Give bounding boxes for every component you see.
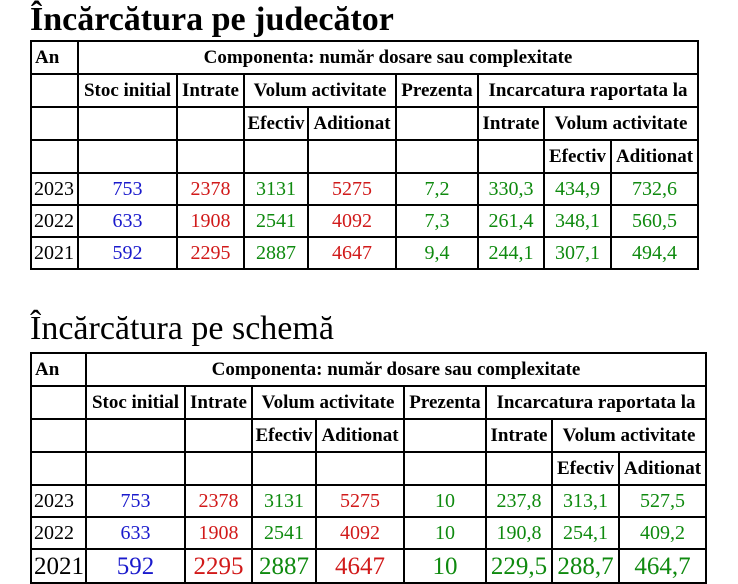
cell-aditionat: 4092 bbox=[308, 205, 396, 237]
cell-year: 2021 bbox=[31, 549, 86, 583]
load-per-judge-table bbox=[30, 40, 699, 270]
cell-intrate: 2378 bbox=[177, 173, 244, 205]
header-intrate-raportat: Intrate bbox=[486, 419, 552, 452]
header-efectiv: Efectiv bbox=[252, 419, 316, 452]
cell-rap-aditionat: 560,5 bbox=[611, 205, 698, 237]
header-stoc-initial: Stoc initial bbox=[86, 386, 185, 419]
table-row bbox=[31, 549, 706, 583]
cell-intrate: 1908 bbox=[177, 205, 244, 237]
header-prezenta: Prezenta bbox=[396, 74, 478, 107]
cell-aditionat: 5275 bbox=[316, 485, 404, 517]
cell-rap-efectiv: 348,1 bbox=[544, 205, 611, 237]
cell-rap-aditionat: 409,2 bbox=[619, 517, 706, 549]
header-volum-activitate-raportat: Volum activitate bbox=[544, 107, 698, 140]
cell-rap-efectiv: 254,1 bbox=[552, 517, 619, 549]
cell-aditionat: 4647 bbox=[308, 237, 396, 269]
cell-stoc: 592 bbox=[86, 549, 185, 583]
header-efectiv-raportat: Efectiv bbox=[544, 140, 611, 173]
header-aditionat: Aditionat bbox=[316, 419, 404, 452]
header-volum-activitate: Volum activitate bbox=[244, 74, 396, 107]
cell-year: 2022 bbox=[31, 517, 86, 549]
cell-rap-efectiv: 434,9 bbox=[544, 173, 611, 205]
cell-year: 2021 bbox=[31, 237, 78, 269]
header-an: An bbox=[31, 41, 78, 74]
header-componenta: Componenta: număr dosare sau complexitate bbox=[78, 41, 698, 74]
cell-aditionat: 4647 bbox=[316, 549, 404, 583]
cell-rap-aditionat: 732,6 bbox=[611, 173, 698, 205]
load-per-schema-table bbox=[30, 352, 707, 584]
cell-rap-intrate: 190,8 bbox=[486, 517, 552, 549]
cell-prezenta: 10 bbox=[404, 517, 486, 549]
header-efectiv-raportat: Efectiv bbox=[552, 452, 619, 485]
cell-rap-efectiv: 288,7 bbox=[552, 549, 619, 583]
cell-efectiv: 2541 bbox=[244, 205, 308, 237]
cell-rap-intrate: 330,3 bbox=[478, 173, 544, 205]
header-volum-activitate-raportat: Volum activitate bbox=[552, 419, 706, 452]
cell-stoc: 633 bbox=[78, 205, 177, 237]
cell-prezenta: 7,3 bbox=[396, 205, 478, 237]
header-intrate-raportat: Intrate bbox=[478, 107, 544, 140]
cell-prezenta: 10 bbox=[404, 485, 486, 517]
header-intrate: Intrate bbox=[177, 74, 244, 107]
cell-prezenta: 9,4 bbox=[396, 237, 478, 269]
cell-prezenta: 7,2 bbox=[396, 173, 478, 205]
cell-efectiv: 2887 bbox=[252, 549, 316, 583]
cell-aditionat: 4092 bbox=[316, 517, 404, 549]
cell-efectiv: 2887 bbox=[244, 237, 308, 269]
table-row bbox=[31, 517, 706, 549]
cell-efectiv: 3131 bbox=[252, 485, 316, 517]
table-row bbox=[31, 485, 706, 517]
cell-efectiv: 3131 bbox=[244, 173, 308, 205]
header-intrate: Intrate bbox=[185, 386, 252, 419]
cell-rap-efectiv: 307,1 bbox=[544, 237, 611, 269]
header-an: An bbox=[31, 353, 86, 386]
cell-stoc: 753 bbox=[86, 485, 185, 517]
header-incarcatura-raportata: Incarcatura raportata la bbox=[478, 74, 698, 107]
cell-rap-aditionat: 527,5 bbox=[619, 485, 706, 517]
cell-intrate: 1908 bbox=[185, 517, 252, 549]
cell-rap-aditionat: 494,4 bbox=[611, 237, 698, 269]
cell-rap-intrate: 229,5 bbox=[486, 549, 552, 583]
cell-aditionat: 5275 bbox=[308, 173, 396, 205]
cell-stoc: 592 bbox=[78, 237, 177, 269]
cell-intrate: 2378 bbox=[185, 485, 252, 517]
cell-rap-aditionat: 464,7 bbox=[619, 549, 706, 583]
table-row bbox=[31, 205, 698, 237]
header-prezenta: Prezenta bbox=[404, 386, 486, 419]
cell-intrate: 2295 bbox=[177, 237, 244, 269]
cell-year: 2023 bbox=[31, 485, 86, 517]
header-incarcatura-raportata: Incarcatura raportata la bbox=[486, 386, 706, 419]
cell-year: 2022 bbox=[31, 205, 78, 237]
cell-year: 2023 bbox=[31, 173, 78, 205]
cell-rap-efectiv: 313,1 bbox=[552, 485, 619, 517]
cell-stoc: 633 bbox=[86, 517, 185, 549]
table-row bbox=[31, 237, 698, 269]
table-title-judecator: Încărcătura pe judecător bbox=[30, 1, 394, 38]
table-title-schema: Încărcătura pe schemă bbox=[30, 310, 334, 347]
table-row bbox=[31, 173, 698, 205]
header-volum-activitate: Volum activitate bbox=[252, 386, 404, 419]
header-stoc-initial: Stoc initial bbox=[78, 74, 177, 107]
header-aditionat: Aditionat bbox=[308, 107, 396, 140]
header-aditionat-raportat: Aditionat bbox=[611, 140, 698, 173]
cell-rap-intrate: 261,4 bbox=[478, 205, 544, 237]
header-aditionat-raportat: Aditionat bbox=[619, 452, 706, 485]
cell-stoc: 753 bbox=[78, 173, 177, 205]
cell-rap-intrate: 237,8 bbox=[486, 485, 552, 517]
header-efectiv: Efectiv bbox=[244, 107, 308, 140]
cell-intrate: 2295 bbox=[185, 549, 252, 583]
cell-efectiv: 2541 bbox=[252, 517, 316, 549]
cell-rap-intrate: 244,1 bbox=[478, 237, 544, 269]
header-componenta: Componenta: număr dosare sau complexitate bbox=[86, 353, 706, 386]
cell-prezenta: 10 bbox=[404, 549, 486, 583]
